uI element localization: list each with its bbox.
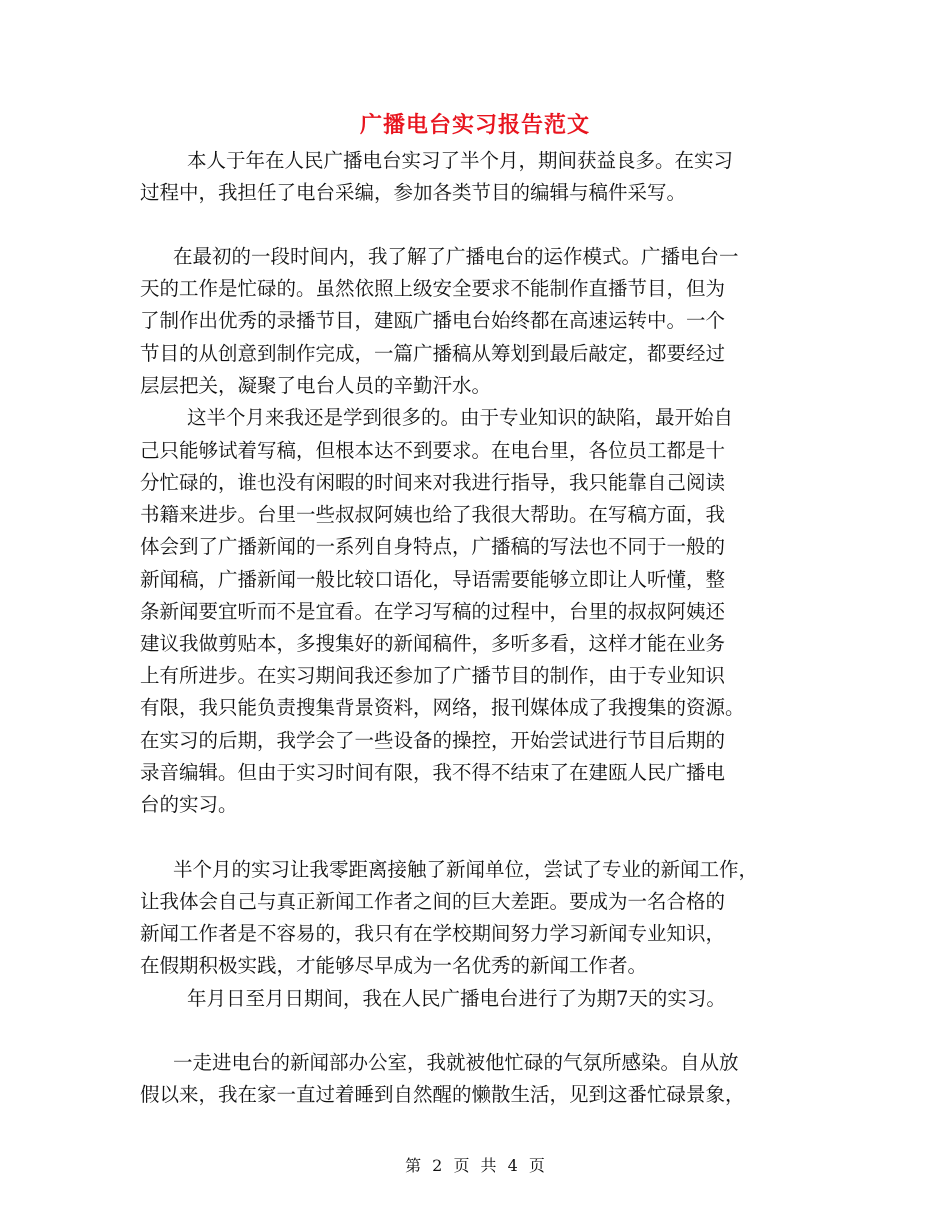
- paragraph-line: 了制作出优秀的录播节目，建瓯广播电台始终都在高速运转中。一个: [140, 309, 726, 332]
- document-title: 广播电台实习报告范文: [359, 112, 590, 138]
- paragraph-line: 这半个月来我还是学到很多的。由于专业知识的缺陷，最开始自: [187, 406, 734, 429]
- paragraph-line: 书籍来进步。台里一些叔叔阿姨也给了我很大帮助。在写稿方面，我: [140, 503, 726, 526]
- paragraph-line: 体会到了广播新闻的一系列自身特点，广播稿的写法也不同于一般的: [140, 535, 726, 558]
- paragraph-line: 让我体会自己与真正新闻工作者之间的巨大差距。要成为一名合格的: [140, 890, 726, 913]
- paragraph-line: 建议我做剪贴本，多搜集好的新闻稿件，多听多看，这样才能在业务: [140, 632, 726, 655]
- paragraph-line: 己只能够试着写稿，但根本达不到要求。在电台里，各位员工都是十: [140, 439, 726, 462]
- paragraph-line: 上有所进步。在实习期间我还参加了广播节目的制作，由于专业知识: [140, 664, 726, 687]
- paragraph-line: 本人于年在人民广播电台实习了半个月，期间获益良多。在实习: [187, 149, 734, 172]
- paragraph-line: 在最初的一段时间内，我了解了广播电台的运作模式。广播电台一: [173, 245, 739, 268]
- paragraph-line: 层层把关，凝聚了电台人员的辛勤汗水。: [140, 374, 492, 397]
- paragraph-line: 分忙碌的，谁也没有闲暇的时间来对我进行指导，我只能靠自己阅读: [140, 471, 726, 494]
- paragraph-line: 半个月的实习让我零距离接触了新闻单位，尝试了专业的新闻工作，: [173, 858, 759, 881]
- paragraph-line: 一走进电台的新闻部办公室，我就被他忙碌的气氛所感染。自从放: [173, 1051, 739, 1074]
- paragraph-line: 天的工作是忙碌的。虽然依照上级安全要求不能制作直播节目，但为: [140, 277, 726, 300]
- paragraph-line: 年月日至月日期间，我在人民广播电台进行了为期7天的实习。: [187, 987, 726, 1010]
- paragraph-line: 在假期积极实践，才能够尽早成为一名优秀的新闻工作者。: [140, 954, 648, 977]
- paragraph-line: 过程中，我担任了电台采编，参加各类节目的编辑与稿件采写。: [140, 181, 687, 204]
- paragraph-line: 台的实习。: [140, 793, 238, 816]
- paragraph-line: 有限，我只能负责搜集背景资料，网络，报刊媒体成了我搜集的资源。: [140, 696, 745, 719]
- paragraph-line: 新闻工作者是不容易的，我只有在学校期间努力学习新闻专业知识，: [140, 922, 726, 945]
- paragraph-line: 条新闻要宜听而不是宜看。在学习写稿的过程中，台里的叔叔阿姨还: [140, 600, 726, 623]
- paragraph-line: 新闻稿，广播新闻一般比较口语化，导语需要能够立即让人听懂，整: [140, 568, 726, 591]
- paragraph-line: 录音编辑。但由于实习时间有限，我不得不结束了在建瓯人民广播电: [140, 761, 726, 784]
- paragraph-line: 在实习的后期，我学会了一些设备的操控，开始尝试进行节目后期的: [140, 729, 726, 752]
- page-number-footer: 第 2 页 共 4 页: [405, 1156, 545, 1175]
- paragraph-line: 假以来，我在家一直过着睡到自然醒的懒散生活，见到这番忙碌景象，: [140, 1083, 745, 1106]
- paragraph-line: 节目的从创意到制作完成，一篇广播稿从筹划到最后敲定，都要经过: [140, 342, 726, 365]
